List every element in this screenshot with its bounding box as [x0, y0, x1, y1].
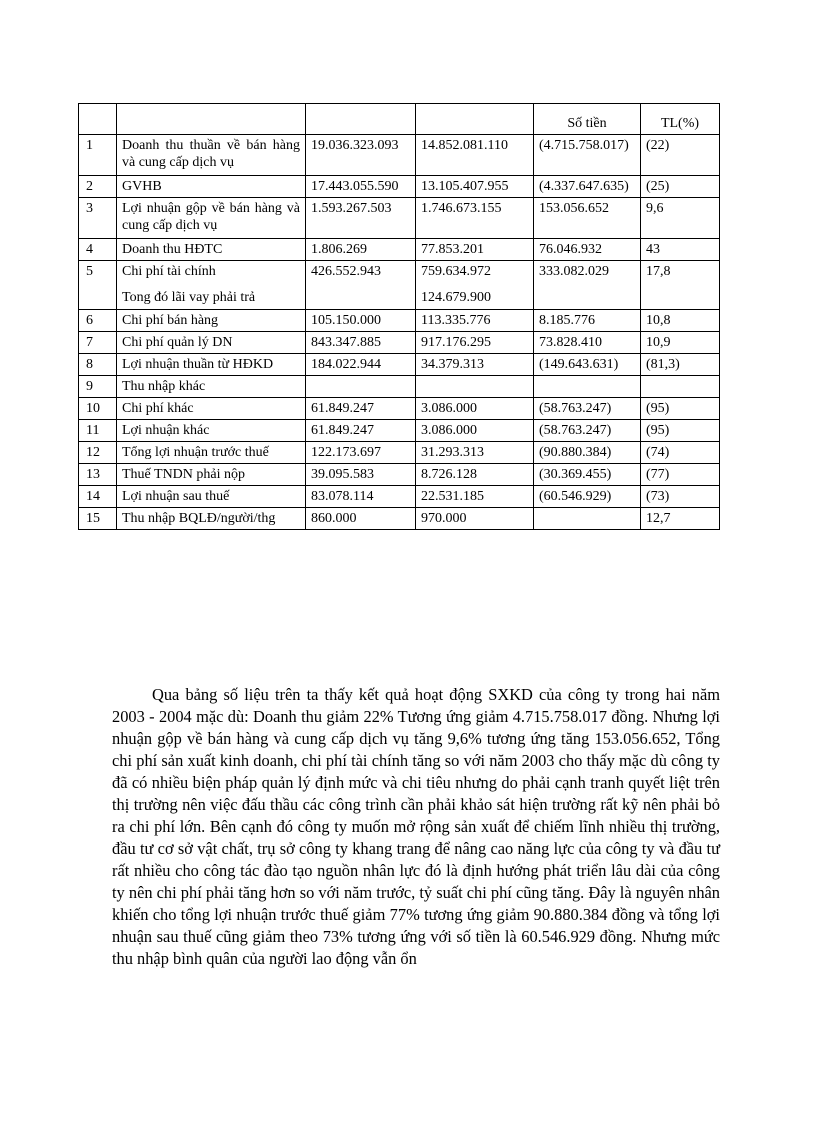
cell-name: Thuế TNDN phải nộp [117, 464, 306, 486]
cell-y2004: 1.746.673.155 [416, 198, 534, 239]
cell-pct: (95) [641, 398, 720, 420]
cell-y2003: 184.022.944 [306, 354, 416, 376]
cell-pct: (22) [641, 135, 720, 176]
cell-no: 2 [79, 176, 117, 198]
cell-y2003: 1.806.269 [306, 239, 416, 261]
cell-pct: 43 [641, 239, 720, 261]
header-2003 [306, 104, 416, 135]
cell-y2003: 843.347.885 [306, 332, 416, 354]
cell-y2003 [306, 376, 416, 398]
cell-y2003: 83.078.114 [306, 486, 416, 508]
table-row [79, 135, 720, 176]
cell-no: 5 [79, 261, 117, 310]
cell-pct: 17,8 [641, 261, 720, 310]
cell-y2003: 426.552.943 [306, 261, 416, 310]
cell-pct: 12,7 [641, 508, 720, 530]
cell-name: Chi phí quản lý DN [117, 332, 306, 354]
cell-line: Chi phí tài chính [122, 264, 216, 279]
header-name [117, 104, 306, 135]
cell-name: Doanh thu thuần về bán hàng và cung cấp dịch vụ [117, 135, 306, 176]
cell-diff: (58.763.247) [534, 398, 641, 420]
table-row [79, 239, 720, 261]
header-amount: Số tiền [534, 104, 641, 135]
cell-diff: (4.337.647.635) [534, 176, 641, 198]
cell-diff: (149.643.631) [534, 354, 641, 376]
table-row [79, 464, 720, 486]
cell-y2004: 970.000 [416, 508, 534, 530]
cell-diff: 333.082.029 [534, 261, 641, 310]
cell-y2003: 1.593.267.503 [306, 198, 416, 239]
cell-y2004: 8.726.128 [416, 464, 534, 486]
analysis-paragraph: Qua bảng số liệu trên ta thấy kết quả hoạt động SXKD của công ty trong hai năm 2003 - 2004 mặc dù: Doanh thu giảm 22% Tương ứng giảm 4.715.758.017 đồng. Nhưng lợi nhuận gộp về bán hàng và cung cấp dịch vụ tăng 9,6% tương ứng tăng 153.056.652, Tổng chi phí sản xuất kinh doanh, chi phí tài chính tăng so với năm 2003 cho thấy mặc dù công ty đã có nhiều biện pháp quản lý định mức và chi tiêu nhưng do phải cạnh tranh quyết liệt trên thị trường nên việc đấu thầu các công trình cần phải khảo sát hiện trường rất kỹ nên phải bỏ ra chi phí lớn. Bên cạnh đó công ty muốn mở rộng sản xuất để chiếm lĩnh nhiều thị trường, đầu tư cơ sở vật chất, trụ sở công ty khang trang để nâng cao năng lực của công ty và đầu tư rất nhiều cho công tác đào tạo nguồn nhân lực đó là định hướng phát triển lâu dài của công ty nên chi phí phải tăng hơn so với năm trước, tỷ suất chi phí cũng tăng. Đây là nguyên nhân khiến cho tổng lợi nhuận trước thuế giảm 77% tương ứng giảm 90.880.384 đồng và tổng lợi nhuận sau thuế cũng giảm theo 73% tương ứng với số tiền là 60.546.929 đồng. Nhưng mức thu nhập bình quân của người lao động vẫn ổn [112, 685, 720, 968]
table-row [79, 198, 720, 239]
cell-y2003: 17.443.055.590 [306, 176, 416, 198]
table-row [79, 398, 720, 420]
table-row [79, 442, 720, 464]
cell-pct: (25) [641, 176, 720, 198]
table-row [79, 486, 720, 508]
cell-name: Doanh thu HĐTC [117, 239, 306, 261]
cell-diff: (60.546.929) [534, 486, 641, 508]
cell-no: 7 [79, 332, 117, 354]
cell-y2003: 105.150.000 [306, 310, 416, 332]
header-no [79, 104, 117, 135]
cell-diff [534, 376, 641, 398]
cell-diff: 153.056.652 [534, 198, 641, 239]
cell-y2003: 122.173.697 [306, 442, 416, 464]
header-percent: TL(%) [641, 104, 720, 135]
cell-diff: (58.763.247) [534, 420, 641, 442]
cell-diff [534, 508, 641, 530]
cell-y2004: 31.293.313 [416, 442, 534, 464]
cell-name: Tổng lợi nhuận trước thuế [117, 442, 306, 464]
cell-diff: (30.369.455) [534, 464, 641, 486]
cell-pct: (95) [641, 420, 720, 442]
cell-pct: (73) [641, 486, 720, 508]
cell-pct: (77) [641, 464, 720, 486]
cell-name: Lợi nhuận khác [117, 420, 306, 442]
cell-name [117, 261, 306, 310]
cell-line: 759.634.972 [421, 264, 491, 279]
financial-results-table [78, 103, 720, 530]
cell-no: 1 [79, 135, 117, 176]
table-body [79, 104, 720, 530]
cell-line-2: 124.679.900 [421, 290, 491, 305]
cell-pct: (74) [641, 442, 720, 464]
cell-diff: 8.185.776 [534, 310, 641, 332]
cell-no: 14 [79, 486, 117, 508]
table-row [79, 310, 720, 332]
cell-pct: (81,3) [641, 354, 720, 376]
cell-y2003: 61.849.247 [306, 398, 416, 420]
cell-no: 9 [79, 376, 117, 398]
cell-diff: (90.880.384) [534, 442, 641, 464]
table-row [79, 261, 720, 310]
cell-no: 8 [79, 354, 117, 376]
cell-y2003: 61.849.247 [306, 420, 416, 442]
cell-no: 11 [79, 420, 117, 442]
table-row [79, 332, 720, 354]
cell-y2004: 3.086.000 [416, 398, 534, 420]
cell-y2003: 860.000 [306, 508, 416, 530]
table-row [79, 176, 720, 198]
cell-y2004: 77.853.201 [416, 239, 534, 261]
cell-y2004: 22.531.185 [416, 486, 534, 508]
cell-line-2: Tong đó lãi vay phải trả [122, 290, 256, 305]
cell-name: Lợi nhuận thuần từ HĐKD [117, 354, 306, 376]
cell-pct: 10,9 [641, 332, 720, 354]
cell-name: Lợi nhuận gộp về bán hàng và cung cấp dịch vụ [117, 198, 306, 239]
cell-diff: 76.046.932 [534, 239, 641, 261]
cell-name: Thu nhập BQLĐ/người/thg [117, 508, 306, 530]
cell-name: GVHB [117, 176, 306, 198]
cell-pct: 9,6 [641, 198, 720, 239]
table-row [79, 508, 720, 530]
cell-no: 3 [79, 198, 117, 239]
table-row [79, 420, 720, 442]
cell-name: Chi phí khác [117, 398, 306, 420]
cell-y2003: 39.095.583 [306, 464, 416, 486]
cell-y2004 [416, 261, 534, 310]
cell-no: 15 [79, 508, 117, 530]
cell-y2003: 19.036.323.093 [306, 135, 416, 176]
table-row [79, 354, 720, 376]
cell-diff: (4.715.758.017) [534, 135, 641, 176]
cell-name: Lợi nhuận sau thuế [117, 486, 306, 508]
cell-y2004: 13.105.407.955 [416, 176, 534, 198]
cell-y2004 [416, 376, 534, 398]
cell-no: 6 [79, 310, 117, 332]
cell-y2004: 113.335.776 [416, 310, 534, 332]
cell-no: 10 [79, 398, 117, 420]
cell-diff: 73.828.410 [534, 332, 641, 354]
header-2004 [416, 104, 534, 135]
cell-name: Thu nhập khác [117, 376, 306, 398]
table-row [79, 376, 720, 398]
cell-y2004: 917.176.295 [416, 332, 534, 354]
cell-y2004: 14.852.081.110 [416, 135, 534, 176]
cell-y2004: 34.379.313 [416, 354, 534, 376]
cell-y2004: 3.086.000 [416, 420, 534, 442]
cell-pct: 10,8 [641, 310, 720, 332]
cell-no: 4 [79, 239, 117, 261]
cell-name: Chi phí bán hàng [117, 310, 306, 332]
cell-pct [641, 376, 720, 398]
table-header-row [79, 104, 720, 135]
cell-no: 12 [79, 442, 117, 464]
cell-no: 13 [79, 464, 117, 486]
